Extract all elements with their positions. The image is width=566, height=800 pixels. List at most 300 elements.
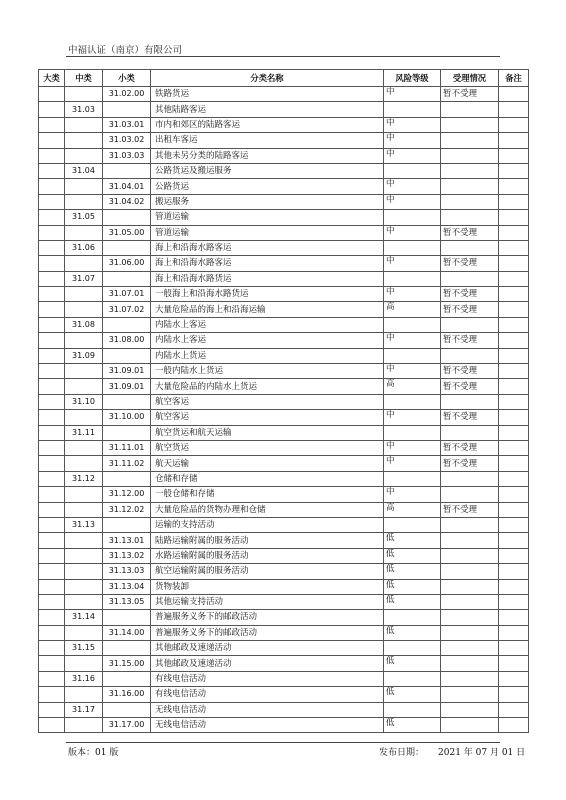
cell-major [39, 440, 65, 455]
cell-risk-level [384, 425, 441, 440]
cell-risk-level: 中 [384, 133, 441, 148]
cell-middle [65, 440, 103, 455]
cell-remarks [499, 594, 529, 609]
cell-category-name: 航空货运 [151, 440, 384, 455]
cell-category-name: 海上和沿海水路货运 [151, 271, 384, 286]
cell-minor [103, 240, 151, 255]
cell-category-name: 内陆水上客运 [151, 333, 384, 348]
cell-remarks [499, 425, 529, 440]
cell-category-name: 一般仓储和存储 [151, 487, 384, 502]
cell-remarks [499, 487, 529, 502]
cell-remarks [499, 564, 529, 579]
cell-acceptance: 暂不受理 [441, 410, 499, 425]
cell-category-name: 水路运输附属的服务活动 [151, 548, 384, 563]
table-row [39, 163, 529, 178]
cell-category-name: 公路货运及搬运服务 [151, 163, 384, 178]
cell-major [39, 425, 65, 440]
table-row [39, 240, 529, 255]
cell-major [39, 225, 65, 240]
cell-acceptance: 暂不受理 [441, 364, 499, 379]
cell-category-name: 其他运输支持活动 [151, 594, 384, 609]
cell-middle [65, 133, 103, 148]
cell-risk-level: 中 [384, 487, 441, 502]
cell-risk-level: 低 [384, 687, 441, 702]
table-row [39, 702, 529, 717]
cell-middle [65, 594, 103, 609]
release-date-value: 2021 年 07 月 01 日 [438, 748, 526, 758]
cell-category-name: 大量危险品的内陆水上货运 [151, 379, 384, 394]
cell-category-name: 铁路货运 [151, 87, 384, 102]
cell-risk-level: 中 [384, 410, 441, 425]
cell-remarks [499, 163, 529, 178]
cell-category-name: 普遍服务义务下的邮政活动 [151, 610, 384, 625]
header-divider [66, 56, 500, 57]
cell-remarks [499, 133, 529, 148]
cell-remarks [499, 317, 529, 332]
cell-remarks [499, 394, 529, 409]
table-row [39, 625, 529, 640]
col-header-remarks: 备注 [499, 70, 529, 87]
version-label: 版本：01 版 [68, 748, 119, 758]
cell-acceptance [441, 348, 499, 363]
cell-risk-level [384, 671, 441, 686]
table-row [39, 548, 529, 563]
cell-minor: 31.02.00 [103, 87, 151, 102]
cell-acceptance [441, 718, 499, 733]
cell-acceptance [441, 671, 499, 686]
cell-remarks [499, 364, 529, 379]
cell-major [39, 364, 65, 379]
cell-acceptance: 暂不受理 [441, 287, 499, 302]
cell-major [39, 317, 65, 332]
cell-remarks [499, 117, 529, 132]
cell-major [39, 348, 65, 363]
cell-major [39, 302, 65, 317]
cell-remarks [499, 641, 529, 656]
cell-acceptance: 暂不受理 [441, 456, 499, 471]
cell-acceptance [441, 240, 499, 255]
cell-major [39, 256, 65, 271]
cell-minor: 31.07.01 [103, 287, 151, 302]
cell-minor [103, 271, 151, 286]
cell-minor: 31.13.02 [103, 548, 151, 563]
cell-category-name: 出租车客运 [151, 133, 384, 148]
cell-acceptance: 暂不受理 [441, 379, 499, 394]
col-header-category-name: 分类名称 [151, 70, 384, 87]
cell-category-name: 其他邮政及速递活动 [151, 656, 384, 671]
cell-middle: 31.12 [65, 471, 103, 486]
table-row [39, 302, 529, 317]
col-header-major: 大类 [39, 70, 65, 87]
table-row [39, 394, 529, 409]
company-name: 中福认证（南京）有限公司 [68, 45, 183, 56]
cell-remarks [499, 548, 529, 563]
cell-risk-level [384, 210, 441, 225]
cell-category-name: 航天运输 [151, 456, 384, 471]
cell-minor: 31.13.03 [103, 564, 151, 579]
table-row [39, 533, 529, 548]
cell-middle [65, 502, 103, 517]
cell-risk-level: 中 [384, 287, 441, 302]
cell-acceptance [441, 133, 499, 148]
cell-risk-level: 中 [384, 456, 441, 471]
table-row [39, 348, 529, 363]
cell-middle [65, 302, 103, 317]
cell-major [39, 148, 65, 163]
cell-minor [103, 610, 151, 625]
cell-risk-level: 中 [384, 364, 441, 379]
cell-major [39, 671, 65, 686]
cell-risk-level [384, 471, 441, 486]
cell-remarks [499, 471, 529, 486]
cell-middle: 31.03 [65, 102, 103, 117]
cell-risk-level: 低 [384, 656, 441, 671]
cell-remarks [499, 502, 529, 517]
cell-middle [65, 548, 103, 563]
cell-major [39, 240, 65, 255]
cell-category-name: 大量危险品的货物办理和仓储 [151, 502, 384, 517]
cell-minor: 31.11.01 [103, 440, 151, 455]
cell-category-name: 内陆水上货运 [151, 348, 384, 363]
cell-risk-level: 低 [384, 579, 441, 594]
cell-category-name: 其他邮政及速递活动 [151, 641, 384, 656]
cell-middle: 31.10 [65, 394, 103, 409]
cell-category-name: 运输的支持活动 [151, 517, 384, 532]
cell-risk-level [384, 163, 441, 178]
cell-category-name: 管道运输 [151, 210, 384, 225]
cell-remarks [499, 410, 529, 425]
classification-table-container [38, 69, 528, 733]
cell-minor [103, 102, 151, 117]
cell-category-name: 内陆水上客运 [151, 317, 384, 332]
cell-acceptance [441, 517, 499, 532]
cell-risk-level: 高 [384, 302, 441, 317]
cell-middle: 31.09 [65, 348, 103, 363]
table-row [39, 133, 529, 148]
cell-middle [65, 487, 103, 502]
cell-risk-level [384, 348, 441, 363]
cell-major [39, 517, 65, 532]
cell-minor [103, 641, 151, 656]
cell-minor: 31.05.00 [103, 225, 151, 240]
cell-major [39, 163, 65, 178]
cell-acceptance [441, 687, 499, 702]
table-row [39, 379, 529, 394]
cell-risk-level: 中 [384, 333, 441, 348]
cell-category-name: 无线电信活动 [151, 718, 384, 733]
table-row [39, 440, 529, 455]
table-row [39, 594, 529, 609]
cell-acceptance [441, 271, 499, 286]
cell-minor [103, 425, 151, 440]
cell-major [39, 394, 65, 409]
table-row [39, 287, 529, 302]
cell-remarks [499, 687, 529, 702]
cell-minor [103, 317, 151, 332]
cell-risk-level: 中 [384, 87, 441, 102]
cell-middle: 31.14 [65, 610, 103, 625]
cell-remarks [499, 240, 529, 255]
cell-remarks [499, 256, 529, 271]
cell-risk-level [384, 240, 441, 255]
table-row [39, 579, 529, 594]
cell-acceptance [441, 579, 499, 594]
cell-middle [65, 225, 103, 240]
cell-major [39, 102, 65, 117]
cell-risk-level [384, 271, 441, 286]
cell-major [39, 271, 65, 286]
cell-middle [65, 410, 103, 425]
cell-middle [65, 194, 103, 209]
cell-middle [65, 256, 103, 271]
cell-major [39, 133, 65, 148]
cell-middle [65, 179, 103, 194]
cell-major [39, 179, 65, 194]
cell-minor [103, 210, 151, 225]
cell-category-name: 公路货运 [151, 179, 384, 194]
cell-category-name: 海上和沿海水路客运 [151, 240, 384, 255]
cell-middle: 31.04 [65, 163, 103, 178]
cell-acceptance [441, 394, 499, 409]
cell-major [39, 287, 65, 302]
cell-category-name: 大量危险品的海上和沿海运输 [151, 302, 384, 317]
cell-category-name: 航空客运 [151, 410, 384, 425]
cell-acceptance: 暂不受理 [441, 302, 499, 317]
cell-major [39, 533, 65, 548]
cell-middle: 31.08 [65, 317, 103, 332]
cell-remarks [499, 210, 529, 225]
cell-middle [65, 579, 103, 594]
cell-major [39, 702, 65, 717]
cell-remarks [499, 179, 529, 194]
table-row [39, 471, 529, 486]
cell-risk-level [384, 517, 441, 532]
cell-minor: 31.04.01 [103, 179, 151, 194]
table-row [39, 610, 529, 625]
cell-minor: 31.03.02 [103, 133, 151, 148]
cell-acceptance: 暂不受理 [441, 256, 499, 271]
cell-risk-level: 高 [384, 502, 441, 517]
cell-minor [103, 702, 151, 717]
cell-acceptance [441, 702, 499, 717]
table-row [39, 271, 529, 286]
cell-major [39, 594, 65, 609]
cell-middle: 31.17 [65, 702, 103, 717]
footer-divider [66, 742, 500, 743]
cell-risk-level: 低 [384, 564, 441, 579]
col-header-minor: 小类 [103, 70, 151, 87]
cell-category-name: 管道运输 [151, 225, 384, 240]
cell-risk-level [384, 317, 441, 332]
cell-risk-level: 中 [384, 440, 441, 455]
cell-minor: 31.13.01 [103, 533, 151, 548]
cell-remarks [499, 656, 529, 671]
cell-category-name: 普遍服务义务下的邮政活动 [151, 625, 384, 640]
cell-middle: 31.13 [65, 517, 103, 532]
table-row [39, 517, 529, 532]
cell-acceptance [441, 179, 499, 194]
cell-major [39, 456, 65, 471]
cell-minor [103, 471, 151, 486]
cell-major [39, 656, 65, 671]
cell-risk-level: 低 [384, 718, 441, 733]
table-row [39, 317, 529, 332]
cell-risk-level: 中 [384, 148, 441, 163]
cell-minor: 31.07.02 [103, 302, 151, 317]
cell-minor: 31.06.00 [103, 256, 151, 271]
table-row [39, 656, 529, 671]
table-row [39, 641, 529, 656]
cell-major [39, 471, 65, 486]
col-header-risk-level: 风险等级 [384, 70, 441, 87]
table-row [39, 210, 529, 225]
table-row [39, 179, 529, 194]
classification-table [38, 69, 529, 733]
table-row [39, 687, 529, 702]
cell-acceptance: 暂不受理 [441, 333, 499, 348]
cell-risk-level: 低 [384, 594, 441, 609]
cell-category-name: 航空货运和航天运输 [151, 425, 384, 440]
cell-remarks [499, 517, 529, 532]
table-row [39, 564, 529, 579]
cell-minor: 31.13.05 [103, 594, 151, 609]
cell-middle [65, 364, 103, 379]
cell-minor: 31.04.02 [103, 194, 151, 209]
cell-remarks [499, 610, 529, 625]
cell-risk-level: 中 [384, 225, 441, 240]
cell-remarks [499, 225, 529, 240]
cell-acceptance: 暂不受理 [441, 502, 499, 517]
cell-middle [65, 687, 103, 702]
release-date-label: 发布日期： [379, 748, 425, 758]
cell-remarks [499, 702, 529, 717]
cell-minor: 31.09.01 [103, 379, 151, 394]
cell-category-name: 航空客运 [151, 394, 384, 409]
cell-remarks [499, 302, 529, 317]
cell-remarks [499, 102, 529, 117]
cell-middle [65, 379, 103, 394]
cell-acceptance [441, 641, 499, 656]
table-row [39, 364, 529, 379]
table-row [39, 148, 529, 163]
cell-remarks [499, 348, 529, 363]
table-row [39, 194, 529, 209]
cell-acceptance [441, 163, 499, 178]
cell-acceptance [441, 317, 499, 332]
cell-acceptance [441, 425, 499, 440]
cell-risk-level: 中 [384, 117, 441, 132]
cell-major [39, 548, 65, 563]
cell-major [39, 333, 65, 348]
cell-major [39, 641, 65, 656]
col-header-acceptance: 受理情况 [441, 70, 499, 87]
cell-acceptance [441, 471, 499, 486]
cell-remarks [499, 718, 529, 733]
cell-minor: 31.10.00 [103, 410, 151, 425]
cell-middle [65, 625, 103, 640]
cell-minor [103, 394, 151, 409]
cell-minor [103, 517, 151, 532]
cell-risk-level [384, 102, 441, 117]
release-date-block [379, 745, 525, 758]
cell-category-name: 陆路运输附属的服务活动 [151, 533, 384, 548]
cell-middle: 31.07 [65, 271, 103, 286]
cell-minor: 31.17.00 [103, 718, 151, 733]
col-header-middle: 中类 [65, 70, 103, 87]
cell-category-name: 其他未另分类的陆路客运 [151, 148, 384, 163]
cell-remarks [499, 87, 529, 102]
cell-risk-level: 低 [384, 625, 441, 640]
cell-category-name: 无线电信活动 [151, 702, 384, 717]
cell-acceptance [441, 625, 499, 640]
cell-category-name: 市内和郊区的陆路客运 [151, 117, 384, 132]
cell-minor: 31.14.00 [103, 625, 151, 640]
cell-minor [103, 348, 151, 363]
cell-risk-level: 低 [384, 548, 441, 563]
table-row [39, 410, 529, 425]
cell-middle [65, 718, 103, 733]
cell-risk-level: 中 [384, 256, 441, 271]
cell-minor: 31.09.01 [103, 364, 151, 379]
cell-remarks [499, 625, 529, 640]
cell-category-name: 仓储和存储 [151, 471, 384, 486]
cell-remarks [499, 333, 529, 348]
cell-acceptance [441, 487, 499, 502]
cell-minor: 31.03.01 [103, 117, 151, 132]
table-row [39, 487, 529, 502]
cell-minor: 31.11.02 [103, 456, 151, 471]
cell-remarks [499, 533, 529, 548]
cell-remarks [499, 271, 529, 286]
table-row [39, 87, 529, 102]
table-row [39, 333, 529, 348]
table-body [39, 87, 529, 733]
table-row [39, 225, 529, 240]
cell-major [39, 579, 65, 594]
cell-category-name: 航空运输附属的服务活动 [151, 564, 384, 579]
cell-remarks [499, 194, 529, 209]
cell-minor [103, 671, 151, 686]
cell-acceptance [441, 102, 499, 117]
cell-minor: 31.13.04 [103, 579, 151, 594]
table-row [39, 456, 529, 471]
cell-acceptance [441, 210, 499, 225]
cell-acceptance [441, 610, 499, 625]
table-row [39, 256, 529, 271]
cell-middle: 31.05 [65, 210, 103, 225]
cell-major [39, 610, 65, 625]
cell-middle [65, 117, 103, 132]
cell-middle [65, 456, 103, 471]
cell-major [39, 502, 65, 517]
table-row [39, 671, 529, 686]
cell-middle [65, 533, 103, 548]
cell-minor: 31.16.00 [103, 687, 151, 702]
cell-acceptance [441, 548, 499, 563]
cell-acceptance [441, 594, 499, 609]
cell-category-name: 有线电信活动 [151, 687, 384, 702]
table-header-row [39, 70, 529, 87]
cell-acceptance [441, 533, 499, 548]
cell-minor: 31.15.00 [103, 656, 151, 671]
cell-major [39, 410, 65, 425]
cell-risk-level [384, 610, 441, 625]
table-row [39, 425, 529, 440]
cell-acceptance [441, 117, 499, 132]
cell-middle: 31.16 [65, 671, 103, 686]
cell-remarks [499, 287, 529, 302]
cell-middle [65, 87, 103, 102]
